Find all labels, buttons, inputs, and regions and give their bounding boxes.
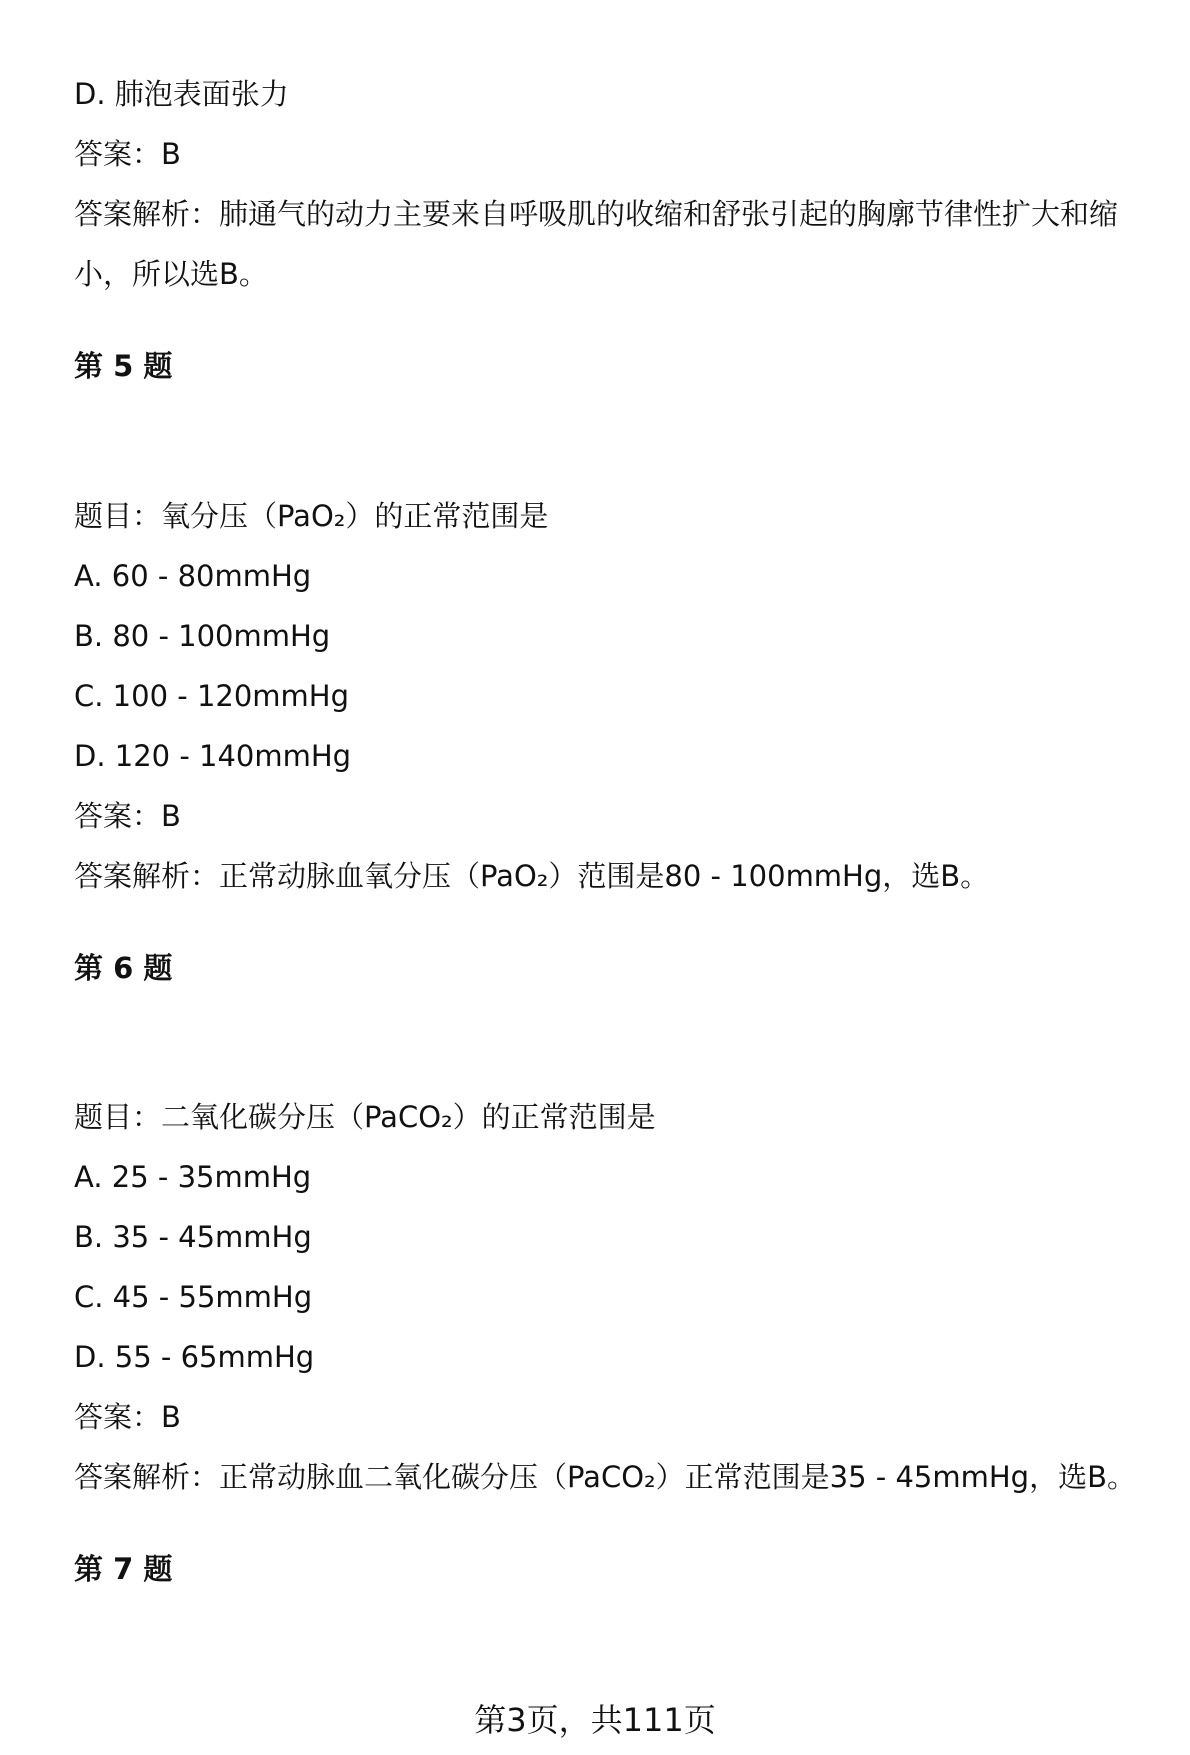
q4-answer: 答案：B	[74, 137, 181, 171]
q4-explanation-line2: 小，所以选B。	[74, 257, 268, 291]
q5-option-b: B. 80 - 100mmHg	[74, 619, 331, 653]
q5-option-c: C. 100 - 120mmHg	[74, 679, 350, 713]
q6-option-d: D. 55 - 65mmHg	[74, 1340, 315, 1374]
q5-option-d: D. 120 - 140mmHg	[74, 739, 352, 773]
q6-explanation: 答案解析：正常动脉血二氧化碳分压（PaCO₂）正常范围是35 - 45mmHg，选B。	[74, 1460, 1136, 1494]
q6-option-a: A. 25 - 35mmHg	[74, 1160, 312, 1194]
q5-question: 题目：氧分压（PaO₂）的正常范围是	[74, 499, 549, 533]
q6-option-b: B. 35 - 45mmHg	[74, 1220, 312, 1254]
q6-option-c: C. 45 - 55mmHg	[74, 1280, 313, 1314]
q4-option-d: D. 肺泡表面张力	[74, 77, 289, 111]
q6-question: 题目：二氧化碳分压（PaCO₂）的正常范围是	[74, 1100, 656, 1134]
q5-option-a: A. 60 - 80mmHg	[74, 559, 312, 593]
q4-explanation-line1: 答案解析：肺通气的动力主要来自呼吸肌的收缩和舒张引起的胸廓节律性扩大和缩	[74, 197, 1119, 231]
page-number-footer: 第3页，共111页	[474, 1701, 716, 1739]
q5-answer: 答案：B	[74, 799, 181, 833]
q6-heading: 第 6 题	[74, 951, 173, 985]
q7-heading: 第 7 题	[74, 1552, 173, 1586]
q6-answer: 答案：B	[74, 1400, 181, 1434]
q5-heading: 第 5 题	[74, 349, 173, 383]
q5-explanation: 答案解析：正常动脉血氧分压（PaO₂）范围是80 - 100mmHg，选B。	[74, 859, 990, 893]
